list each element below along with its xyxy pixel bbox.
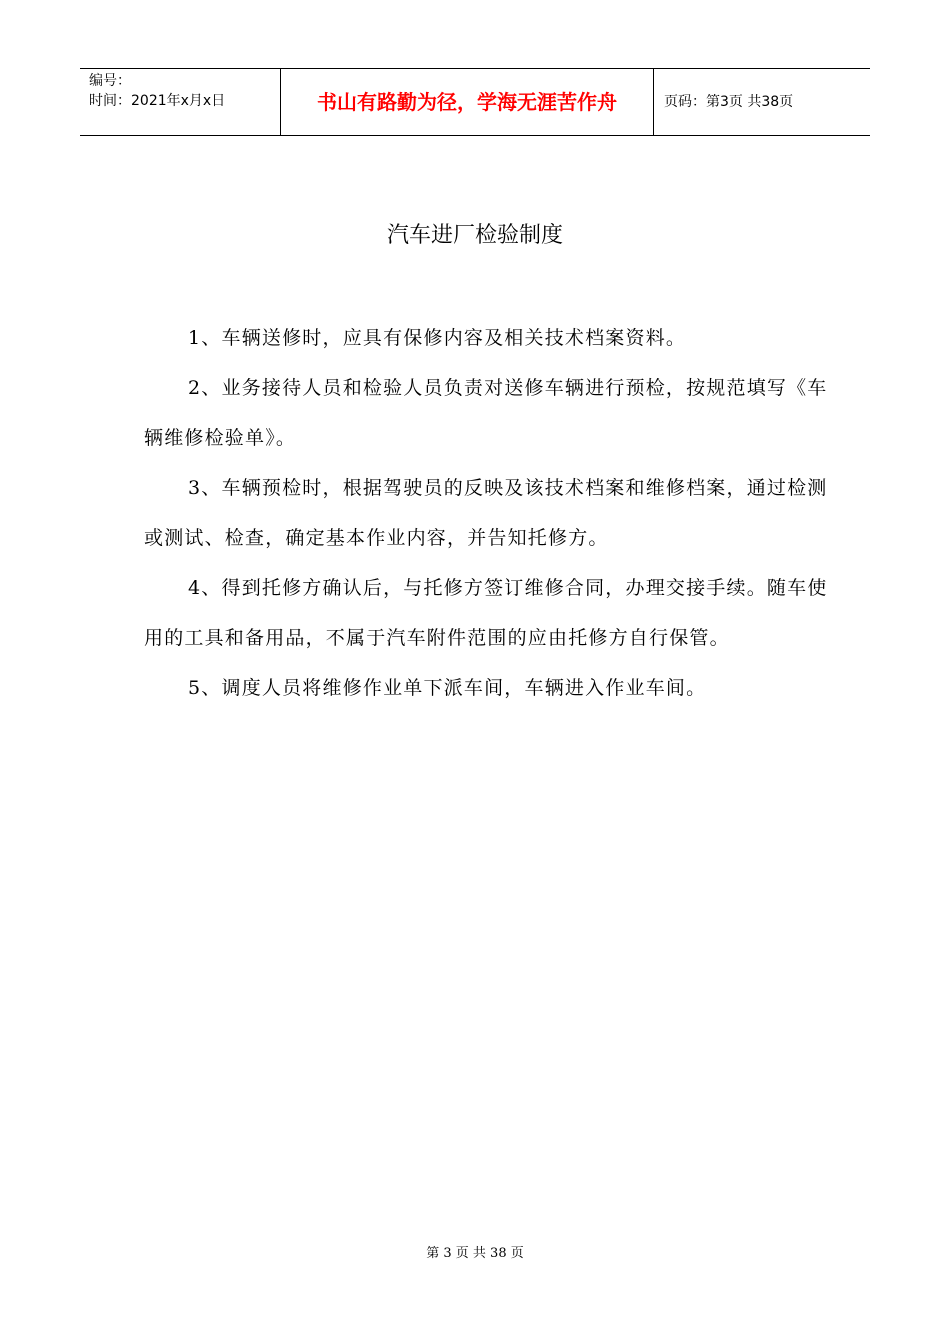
paragraph-5: 5、调度人员将维修作业单下派车间，车辆进入作业车间。	[188, 677, 707, 699]
document-body	[144, 313, 834, 713]
paragraph-2: 2、业务接待人员和检验人员负责对送修车辆进行预检，按规范填写《车辆维修检验单》。	[144, 377, 828, 449]
header-page-label: 页码：第3页 共38页	[664, 94, 794, 110]
paragraph-4: 4、得到托修方确认后，与托修方签订维修合同，办理交接手续。随车使用的工具和备用品，不属于汽车附件范围的应由托修方自行保管。	[144, 577, 828, 649]
document-number-label: 编号：	[89, 73, 131, 89]
paragraph-1: 1、车辆送修时，应具有保修内容及相关技术档案资料。	[188, 327, 687, 349]
paragraph-3: 3、车辆预检时，根据驾驶员的反映及该技术档案和维修档案，通过检测或测试、检查，确定基本作业内容，并告知托修方。	[144, 477, 828, 549]
page-header	[80, 68, 870, 136]
header-meta-cell	[80, 69, 281, 135]
document-date-label: 时间：2021年x月x日	[89, 93, 226, 109]
page-footer: 第 3 页 共 38 页	[426, 1246, 524, 1261]
header-motto: 书山有路勤为径，学海无涯苦作舟	[281, 69, 654, 135]
document-title: 汽车进厂检验制度	[386, 223, 563, 248]
